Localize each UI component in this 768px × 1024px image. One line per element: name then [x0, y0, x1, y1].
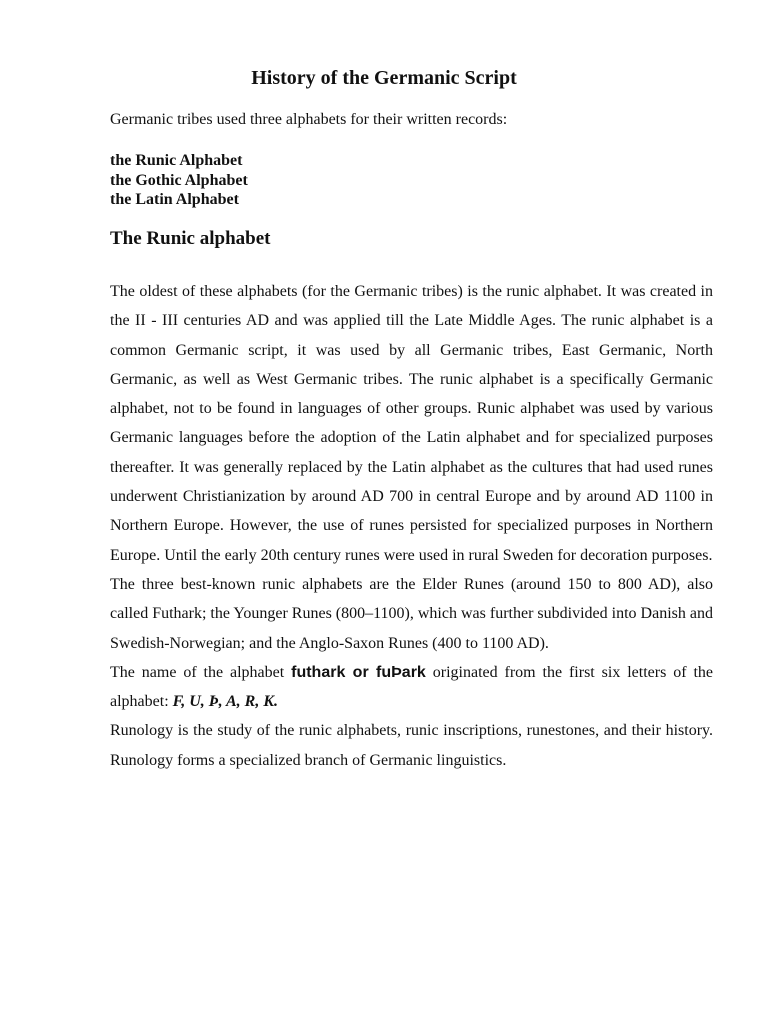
alphabet-list — [110, 151, 248, 210]
alphabet-item-gothic: the Gothic Alphabet — [110, 171, 248, 189]
futhark-text-before: The name of the alphabet — [110, 663, 292, 681]
intro-sentence: Germanic tribes used three alphabets for their written records: — [110, 111, 508, 128]
document-title: History of the Germanic Script — [251, 67, 517, 89]
alphabet-item-runic: the Runic Alphabet — [110, 152, 243, 169]
futhark-text-after: originated from the first six letters of the alphabet: — [110, 663, 713, 711]
section-heading: The Runic alphabet — [110, 228, 271, 249]
paragraph-runic-variants: The three best-known runic alphabets are the Elder Runes (around 150 to 800 AD), also called Futhark; the Younger Runes (800–1100), which was further subdivided into Danish and Swedish-Norwegian; and the Anglo-Saxon Runes (400 to 1100 AD). — [110, 575, 713, 652]
futhark-term: futhark or fuÞark — [291, 663, 426, 681]
alphabet-item-latin: the Latin Alphabet — [110, 191, 239, 208]
paragraph-futhark — [110, 658, 713, 717]
section-body — [110, 277, 713, 775]
futhark-letters: F, U, Þ, A, R, K. — [172, 693, 278, 711]
paragraph-runology: Runology is the study of the runic alphabets, runic inscriptions, runestones, and their history. Runology forms a specialized branch of Germanic linguistics. — [110, 722, 713, 769]
paragraph-origin: The oldest of these alphabets (for the Germanic tribes) is the runic alphabet. It was created in the II - III centuries AD and was applied till the Late Middle Ages. The runic alphabet is a common Germanic script, it was used by all Germanic tribes, East Germanic, North Germanic, as well as West Germanic tribes. The runic alphabet is a specifically Germanic alphabet, not to be found in languages of other groups. Runic alphabet was used by various Germanic languages before the adoption of the Latin alphabet and for specialized purposes thereafter. It was generally replaced by the Latin alphabet as the cultures that had used runes underwent Christianization by around AD 700 in central Europe and by around AD 1100 in Northern Europe. However, the use of runes persisted for specialized purposes in Northern Europe. Until the early 20th century runes were used in rural Sweden for decoration purposes. — [110, 283, 713, 564]
